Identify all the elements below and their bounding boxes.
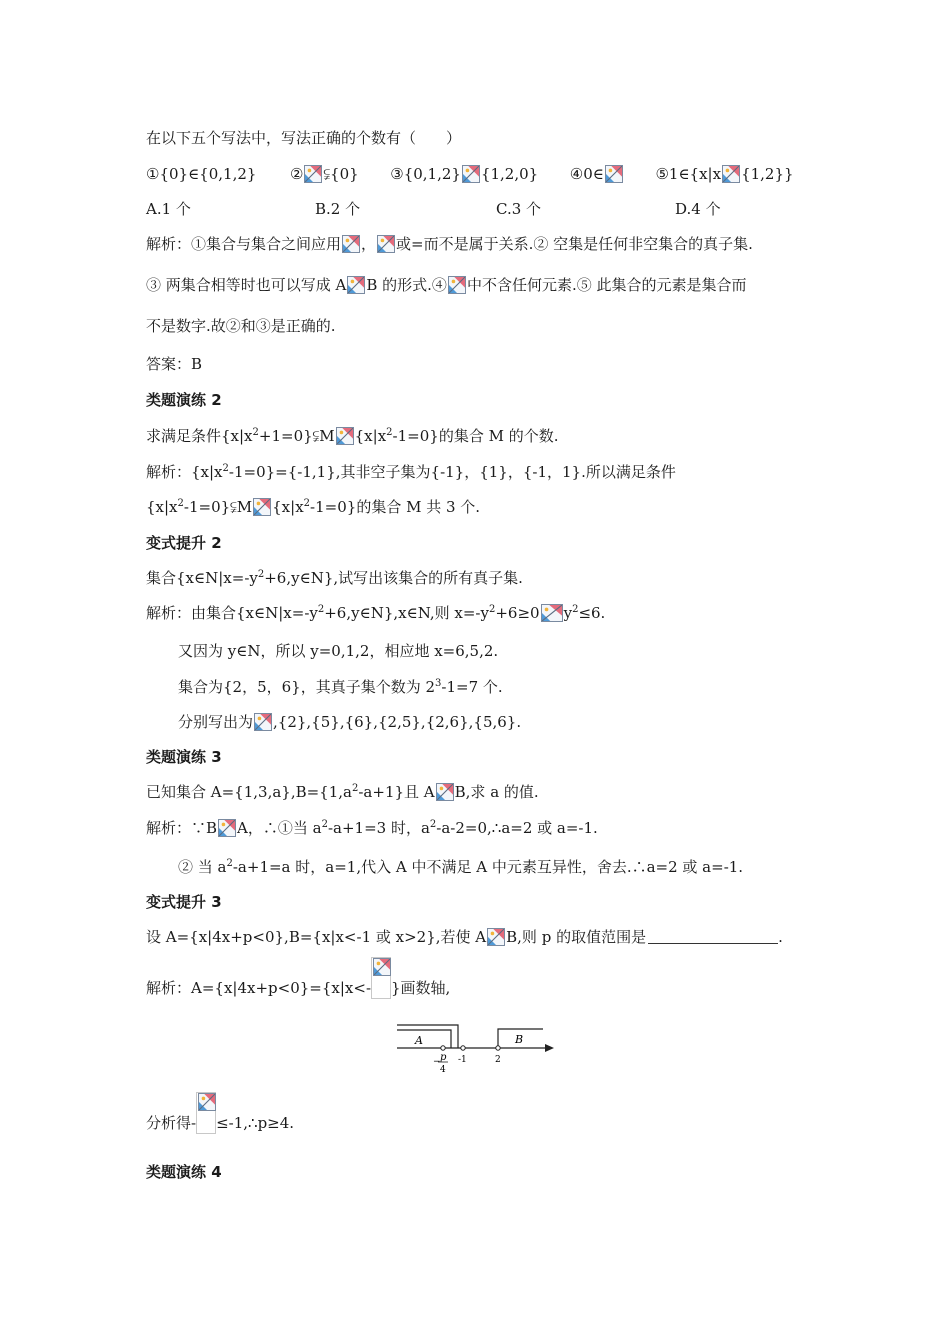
broken-image-icon bbox=[218, 819, 236, 837]
option-b: B.2 个 bbox=[315, 200, 361, 218]
practice-3-analysis-1: 解析：∵B A，∴①当 $a^2-a+1=3$ 时，$a^2-a-2=0,\therefore a=2$ 或 a=-1. bbox=[146, 819, 598, 837]
practice-2-stem: 求满足条件$\{x|x^2+1=0\}⫋M$ $\{x|x^2-1=0\}$的集合 M 的个数. bbox=[146, 427, 559, 445]
variant-2-analysis-1: 解析：由集合$\{x\in N|x=-y^2+6,y\in N\},x\in N$,则 $x=-y^2+6\ge 0$ $y^2\le 6$. bbox=[146, 604, 606, 622]
section-heading-variant-2: 变式提升 2 bbox=[146, 534, 222, 552]
tick-neg-sign: − bbox=[433, 1057, 441, 1067]
broken-image-icon bbox=[487, 928, 505, 946]
variant-2-analysis-2: 又因为 y∈N，所以 y=0,1,2，相应地 x=6,5,2. bbox=[178, 642, 499, 660]
answer-blank[interactable] bbox=[648, 929, 778, 944]
broken-image-icon bbox=[377, 235, 395, 253]
point-2 bbox=[496, 1046, 500, 1050]
section-heading-practice-4: 类题演练 4 bbox=[146, 1163, 222, 1181]
q1-analysis-line-2: ③ 两集合相等时也可以写成 A B 的形式.④ 中不含任何元素.⑤ 此集合的元素是集合而 bbox=[146, 276, 747, 294]
set-a-bracket bbox=[397, 1025, 458, 1048]
set-a-bracket-inner bbox=[397, 1030, 451, 1048]
q1-options bbox=[146, 199, 721, 219]
number-line-figure bbox=[395, 1020, 560, 1080]
q1-items: ①{0}∈{0,1,2} ② ⫋{0} ③{0,1,2} {1,2,0} ④0∈ ⑤1∈{x|x {1,2}} bbox=[146, 165, 794, 183]
variant-2-analysis-4: 分别写出为 ,{2},{5},{6},{2,5},{2,6},{5,6}. bbox=[178, 713, 522, 731]
section-heading-practice-3: 类题演练 3 bbox=[146, 748, 222, 766]
broken-image-icon bbox=[373, 958, 391, 976]
practice-3-stem: 已知集合 $A=\{1,3,a\},B=\{1,a^2-a+1\}$且 A B,求 a 的值. bbox=[146, 783, 539, 801]
point-neg-1 bbox=[461, 1046, 465, 1050]
tick-p-numerator: p bbox=[440, 1052, 447, 1063]
broken-image-icon bbox=[254, 713, 272, 731]
item-1: ①{0}∈{0,1,2} bbox=[146, 165, 257, 183]
broken-image-icon bbox=[722, 165, 740, 183]
label-b: B bbox=[515, 1033, 524, 1046]
tick-neg-1: -1 bbox=[458, 1055, 467, 1065]
broken-image-icon bbox=[253, 498, 271, 516]
practice-3-analysis-2: ② 当 $a^2-a+1=a$ 时，a=1,代入 A 中不满足 A 中元素互异性，舍去.∴a=2 或 a=-1. bbox=[178, 858, 744, 876]
variant-3-analysis-1: 解析：A={x|4x+p<0}={x|x<- }画数轴, bbox=[146, 977, 450, 998]
variant-2-analysis-3: 集合为{2，5，6}，其真子集个数为 $2^3-1=7$ 个. bbox=[178, 678, 503, 696]
q1-analysis-line-3: 不是数字.故②和③是正确的. bbox=[146, 317, 336, 335]
variant-3-stem: 设 A={x|4x+p<0},B={x|x<-1 或 x>2},若使 A B,则 p 的取值范围是 . bbox=[146, 928, 783, 946]
axis-arrow-icon bbox=[545, 1044, 554, 1052]
variant-2-stem: 集合$\{x\in N|x=-y^2+6,y\in N\}$,试写出该集合的所有真子集. bbox=[146, 569, 523, 587]
practice-2-analysis-2: $\{x|x^2-1=0\}⫋M$ $\{x|x^2-1=0\}$的集合 M 共 3 个. bbox=[146, 498, 481, 516]
fraction-placeholder bbox=[371, 977, 391, 997]
variant-3-conclusion: 分析得- ≤-1,∴p≥4. bbox=[146, 1112, 294, 1133]
tick-p-denominator: 4 bbox=[440, 1065, 446, 1075]
broken-image-icon bbox=[347, 276, 365, 294]
q1-analysis-line-1: 解析：①集合与集合之间应用 ， 或=而不是属于关系.② 空集是任何非空集合的真子集. bbox=[146, 235, 753, 253]
broken-image-icon bbox=[462, 165, 480, 183]
option-d: D.4 个 bbox=[675, 200, 721, 218]
section-heading-practice-2: 类题演练 2 bbox=[146, 391, 222, 409]
broken-image-icon bbox=[448, 276, 466, 294]
section-heading-variant-3: 变式提升 3 bbox=[146, 893, 222, 911]
option-a: A.1 个 bbox=[146, 200, 191, 218]
broken-image-icon bbox=[198, 1093, 216, 1111]
fraction-placeholder bbox=[196, 1112, 216, 1132]
q1-answer: 答案：B bbox=[146, 355, 203, 373]
point-neg-p-over-4 bbox=[441, 1046, 445, 1050]
broken-image-icon bbox=[336, 427, 354, 445]
broken-image-icon bbox=[436, 783, 454, 801]
broken-image-icon bbox=[342, 235, 360, 253]
practice-2-analysis-1: 解析：$\{x|x^2-1=0\}=\{-1,1\}$,其非空子集为{-1}，{1}，{-1，1}.所以满足条件 bbox=[146, 463, 676, 481]
label-a: A bbox=[415, 1034, 423, 1047]
option-c: C.3 个 bbox=[496, 200, 542, 218]
tick-2: 2 bbox=[495, 1055, 501, 1065]
q1-stem: 在以下五个写法中，写法正确的个数有（ ） bbox=[146, 129, 462, 147]
broken-image-icon bbox=[304, 165, 322, 183]
broken-image-icon bbox=[541, 604, 563, 622]
broken-image-icon bbox=[605, 165, 623, 183]
